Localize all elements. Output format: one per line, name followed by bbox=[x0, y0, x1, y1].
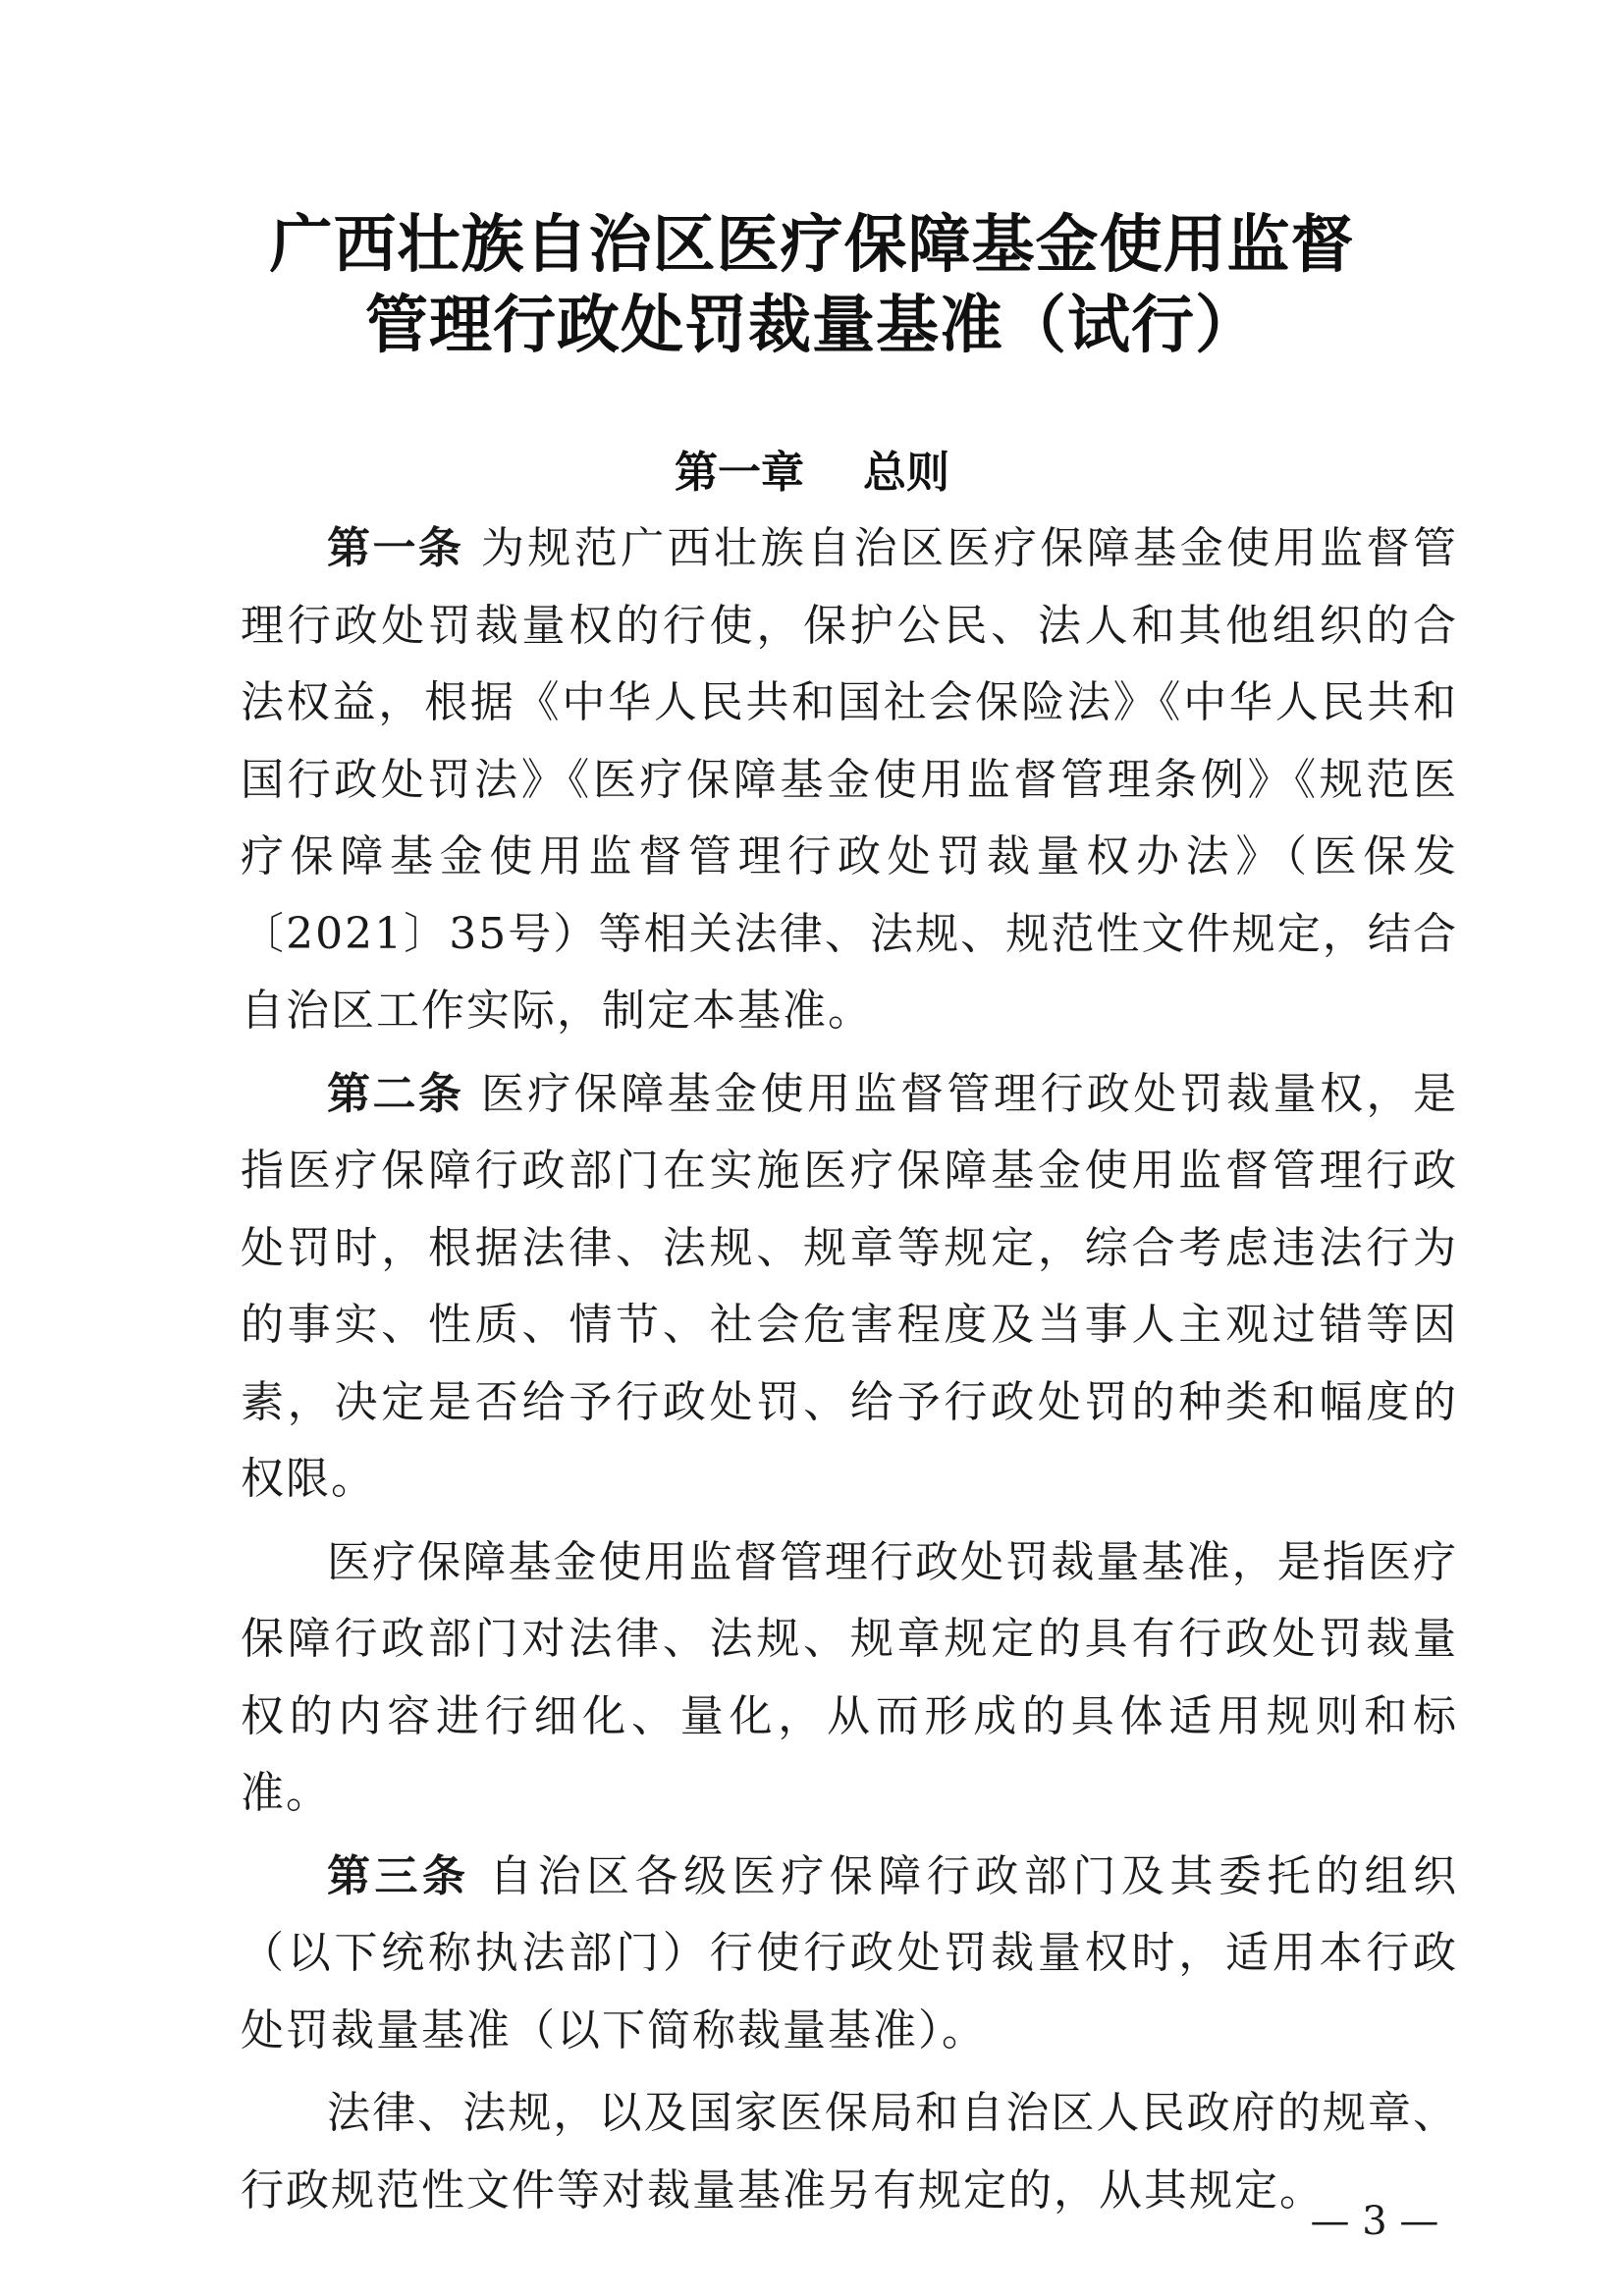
document-body bbox=[241, 510, 1458, 2229]
chapter-name: 总则 bbox=[863, 448, 949, 498]
article-3-text: 自治区各级医疗保障行政部门及其委托的组织（以下统称执法部门）行使行政处罚裁量权时，适用本行政处罚裁量基准（以下简称裁量基准）。 bbox=[241, 1850, 1459, 2056]
article-2-text: 医疗保障基金使用监督管理行政处罚裁量权，是指医疗保障行政部门在实施医疗保障基金使用监督管理行政处罚时，根据法律、法规、规章等规定，综合考虑违法行为的事实、性质、情节、社会危害程度及当事人主观过错等因素，决定是否给予行政处罚、给予行政处罚的种类和幅度的权限。 bbox=[241, 1068, 1458, 1504]
article-2-continuation: 医疗保障基金使用监督管理行政处罚裁量基准，是指医疗保障行政部门对法律、法规、规章规定的具有行政处罚裁量权的内容进行细化、量化，从而形成的具体适用规则和标准。 bbox=[241, 1536, 1458, 1818]
article-3 bbox=[241, 1839, 1458, 2070]
document-title-line-1: 广西壮族自治区医疗保障基金使用监督 bbox=[269, 208, 1355, 282]
chapter-heading bbox=[0, 444, 1624, 503]
article-1-label: 第一条 bbox=[327, 523, 464, 573]
article-2-label: 第二条 bbox=[327, 1068, 464, 1119]
article-1 bbox=[241, 510, 1458, 1050]
document-title-line-2: 管理行政处罚裁量基准（试行） bbox=[365, 289, 1259, 362]
article-3-label: 第三条 bbox=[327, 1850, 470, 1901]
article-1-text: 为规范广西壮族自治区医疗保障基金使用监督管理行政处罚裁量权的行使，保护公民、法人和其他组织的合法权益，根据《中华人民共和国社会保险法》《中华人民共和国行政处罚法》《医疗保障基金使用监督管理条例》《规范医疗保障基金使用监督管理行政处罚裁量权办法》（医保发〔2021〕35号）等相关法律、法规、规范性文件规定，结合自治区工作实际，制定本基准。 bbox=[241, 523, 1458, 1036]
article-2 bbox=[241, 1056, 1458, 1519]
page-number: — 3 — bbox=[1310, 2199, 1439, 2244]
article-3-continuation: 法律、法规，以及国家医保局和自治区人民政府的规章、行政规范性文件等对裁量基准另有规定的，从其规定。 bbox=[241, 2088, 1458, 2216]
chapter-number: 第一章 bbox=[675, 448, 804, 498]
